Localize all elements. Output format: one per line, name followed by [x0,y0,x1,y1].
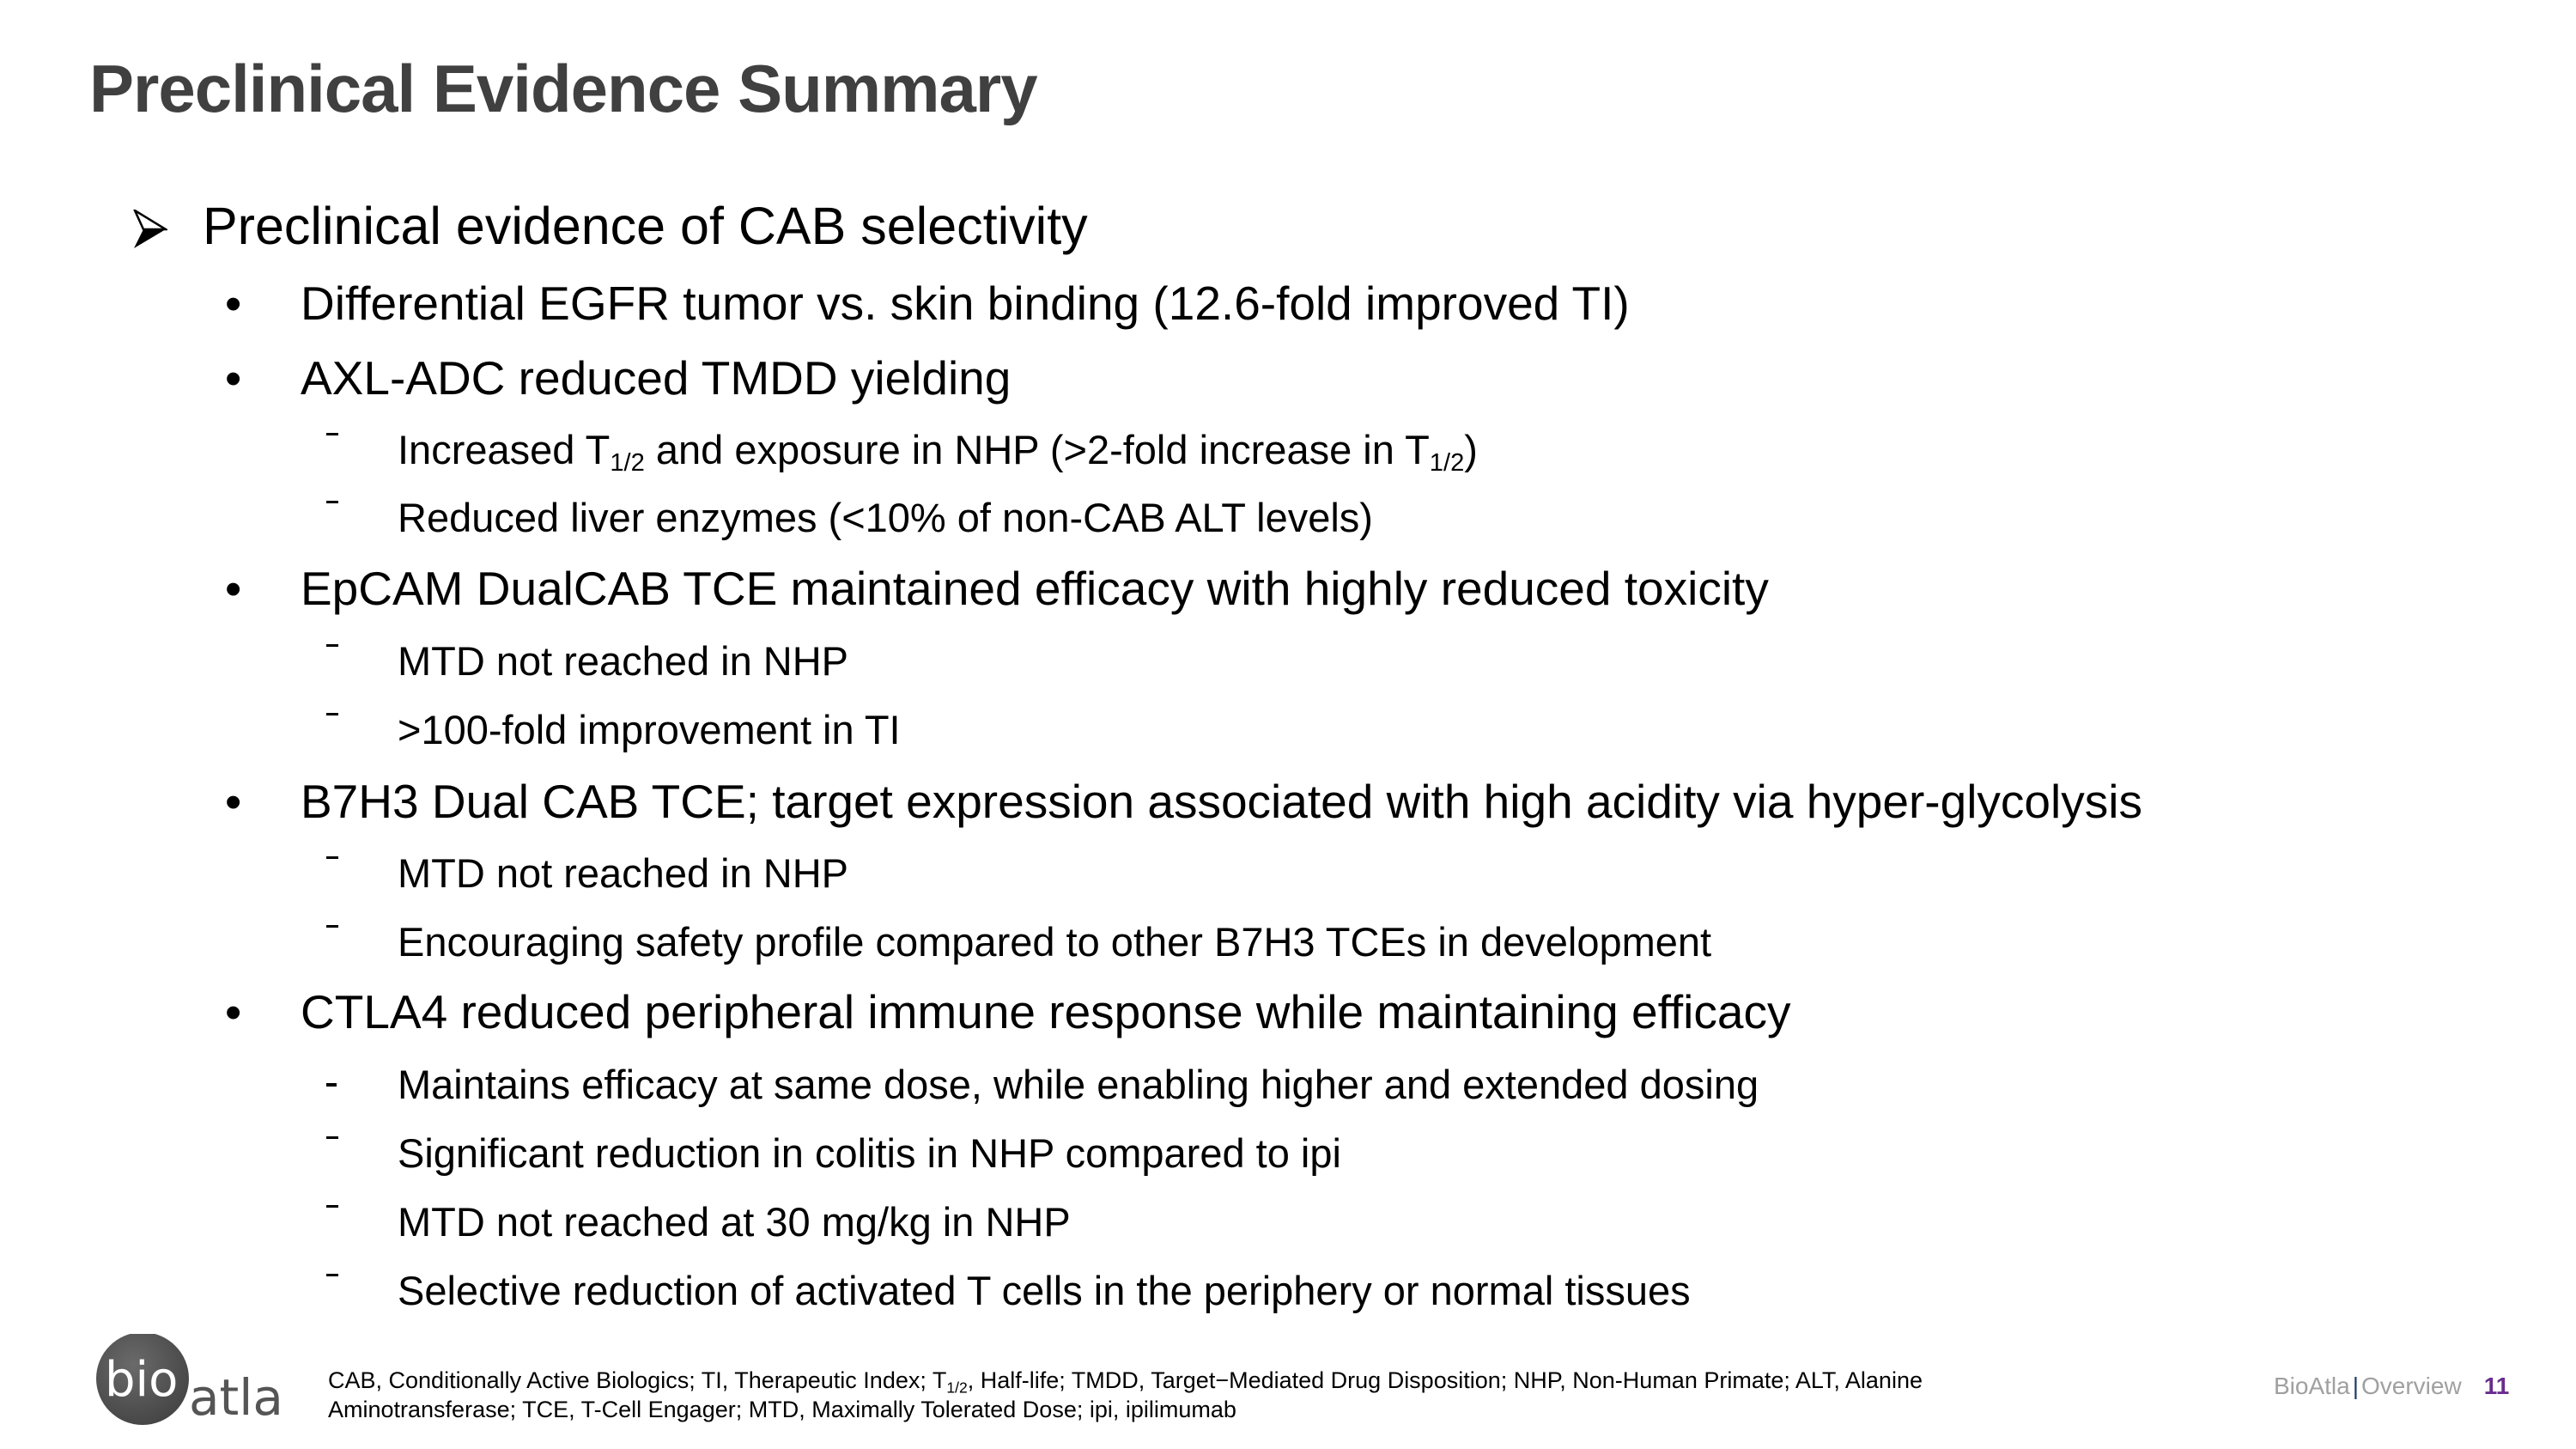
bullet-dot-icon: • [225,351,242,405]
bullet-text: Differential EGFR tumor vs. skin binding (12.6-fold improved TI) [301,277,1630,330]
bullet-dot-icon: • [225,775,242,828]
dash-bullet-icon [326,925,338,928]
dash-bullet-icon [326,1274,338,1276]
bullet-text: Maintains efficacy at same dose, while enabling higher and extended dosing [398,1062,1759,1107]
bullet-text: Preclinical evidence of CAB selectivity [203,197,1088,255]
bullet-text: EpCAM DualCAB TCE maintained efficacy with highly reduced toxicity [301,562,1769,615]
logo-text-bio: bio [105,1352,179,1408]
dash-bullet-icon [326,433,338,435]
dash-bullet-icon [326,1205,338,1208]
dash-bullet-icon [326,856,338,859]
dash-bullet-icon [326,713,338,715]
bullet-text: MTD not reached at 30 mg/kg in NHP [398,1199,1071,1245]
bullet-text: Reduced liver enzymes (<10% of non-CAB ALT levels) [398,495,1373,540]
bullet-text: Selective reduction of activated T cells in the periphery or normal tissues [398,1268,1691,1313]
bullet-text: >100-fold improvement in TI [398,707,901,752]
arrowhead-bullet-icon [133,205,167,245]
footer-company: BioAtla [2274,1373,2350,1399]
bullet-dot-icon: • [225,277,242,330]
hyphen-bullet-icon [326,1083,337,1087]
dash-bullet-icon [326,644,338,647]
footer-section: Overview [2361,1373,2462,1399]
dash-bullet-icon [326,1136,338,1139]
bullet-dot-icon: • [225,985,242,1038]
bullet-text: MTD not reached in NHP [398,638,849,684]
bullet-text: Encouraging safety profile compared to other B7H3 TCEs in development [398,919,1712,965]
logo-text-atla: atla [189,1368,283,1427]
dash-bullet-icon [326,501,338,503]
footnote-line-2: Aminotransferase; TCE, T-Cell Engager; MTD, Maximally Tolerated Dose; ipi, ipilimumab [328,1397,1236,1422]
page-number: 11 [2483,1373,2510,1399]
bullet-text: Significant reduction in colitis in NHP compared to ipi [398,1130,1341,1176]
bioatla-logo [93,1334,290,1428]
bullet-text: AXL-ADC reduced TMDD yielding [301,351,1012,405]
bullet-dot-icon: • [225,562,242,615]
footer-section-label [2274,1374,2509,1398]
footnote-line-1: CAB, Conditionally Active Biologics; TI, Therapeutic Index; $T_{1/2}$, Half-life; TMDD, Target−Mediated Drug Disposition; NHP, Non-Human Primate; ALT, Alanine [328,1367,1923,1397]
bullet-text: B7H3 Dual CAB TCE; target expression associated with high acidity via hyper-glycolysis [301,775,2142,828]
footnote-abbreviations [328,1366,1923,1424]
bullet-text: Increased $T_{1/2}$ and exposure in NHP (>2-fold increase in $T_{1/2}$) [398,427,1478,478]
bullet-text: CTLA4 reduced peripheral immune response while maintaining efficacy [301,985,1791,1038]
slide-title: Preclinical Evidence Summary [89,51,1037,126]
bullet-text: MTD not reached in NHP [398,850,849,896]
footer-separator: | [2352,1373,2359,1399]
